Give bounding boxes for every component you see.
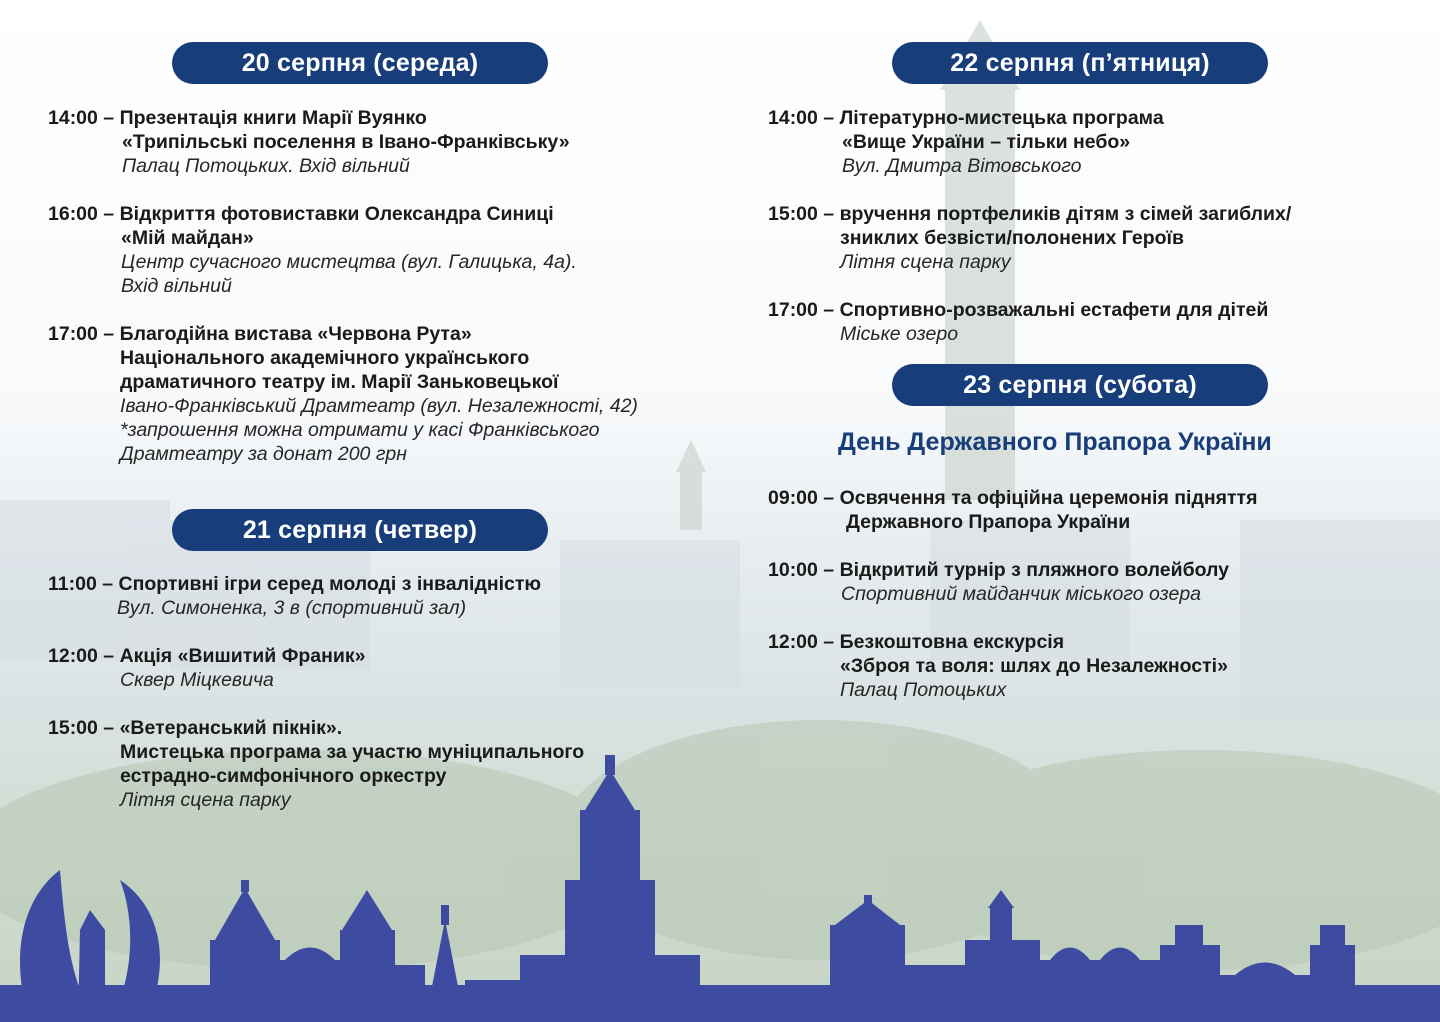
- event-title: Благодійна вистава «Червона Рута»: [119, 323, 472, 345]
- event-place: Палац Потоцьких. Вхід вільний: [122, 155, 410, 177]
- event-time: 14:00: [48, 107, 98, 129]
- event-time: 09:00: [768, 487, 818, 509]
- event-place: Літня сцена парку: [840, 251, 1011, 273]
- event-title: Презентація книги Марії Вуянко: [119, 107, 427, 129]
- event-day4-2: 10:00 – Відкритий турнір з пляжного волейболу Спортивний майданчик міського озера: [768, 559, 1230, 605]
- event-day4-3: 12:00 – Безкоштовна екскурсія «Зброя та воля: шлях до Незалежності» Палац Потоцьких: [768, 631, 1228, 701]
- event-place: Вул. Дмитра Вітовського: [842, 155, 1082, 177]
- event-day1-2: 16:00 – Відкриття фотовиставки Олександра Синиці «Мій майдан» Центр сучасного мистецтва (вул. Галицька, 4а). Вхід вільний: [48, 203, 577, 297]
- event-title: Відкритий турнір з пляжного волейболу: [839, 559, 1230, 581]
- event-place: Вхід вільний: [121, 275, 232, 297]
- event-title: Відкриття фотовиставки Олександра Синиці: [119, 203, 554, 225]
- event-place: Палац Потоцьких: [840, 679, 1007, 701]
- event-title: «Трипільські поселення в Івано-Франківську»: [122, 131, 570, 153]
- event-title: Національного академічного українського: [120, 347, 530, 369]
- event-title: «Зброя та воля: шлях до Незалежності»: [840, 655, 1228, 677]
- event-day2-2: 12:00 – Акція «Вишитий Франик» Сквер Міцкевича: [48, 645, 366, 691]
- event-time: 15:00: [48, 717, 98, 739]
- event-time: 10:00: [768, 559, 818, 581]
- event-time: 15:00: [768, 203, 818, 225]
- event-time: 17:00: [48, 323, 98, 345]
- event-place: Спортивний майданчик міського озера: [841, 583, 1202, 605]
- event-place: *запрошення можна отримати у касі Франківського: [120, 419, 600, 441]
- day-header-aug-20: 20 серпня (середа): [172, 42, 548, 84]
- event-place: Міське озеро: [840, 323, 959, 345]
- event-title: драматичного театру ім. Марії Заньковецької: [120, 371, 559, 393]
- event-title: вручення портфеликів дітям з сімей загиблих/: [839, 203, 1292, 225]
- event-place: Центр сучасного мистецтва (вул. Галицька, 4а).: [121, 251, 577, 273]
- event-day2-1: 11:00 – Спортивні ігри серед молоді з інвалідністю Вул. Симоненка, 3 в (спортивний зал): [48, 573, 542, 619]
- event-title: Мистецька програма за участю муніципального: [120, 741, 585, 763]
- event-title: Акція «Вишитий Франик»: [119, 645, 366, 667]
- event-time: 14:00: [768, 107, 818, 129]
- event-title: Спортивно-розважальні естафети для дітей: [839, 299, 1269, 321]
- event-title: «Ветеранський пікнік».: [119, 717, 343, 739]
- event-place: Вул. Симоненка, 3 в (спортивний зал): [117, 597, 467, 619]
- event-time: 16:00: [48, 203, 98, 225]
- event-time: 12:00: [48, 645, 98, 667]
- event-day3-2: 15:00 – вручення портфеликів дітям з сімей загиблих/ зниклих безвісти/полонених Героїв Літня сцена парку: [768, 203, 1292, 273]
- event-time: 17:00: [768, 299, 818, 321]
- event-place: Літня сцена парку: [120, 789, 291, 811]
- event-title: Освячення та офіційна церемонія підняття: [839, 487, 1258, 509]
- event-title: зниклих безвісти/полонених Героїв: [840, 227, 1184, 249]
- event-title: естрадно-симфонічного оркестру: [120, 765, 447, 787]
- event-day3-3: 17:00 – Спортивно-розважальні естафети для дітей Міське озеро: [768, 299, 1269, 345]
- event-title: Літературно-мистецька програма: [839, 107, 1164, 129]
- event-title: «Вище України – тільки небо»: [842, 131, 1131, 153]
- event-place: Сквер Міцкевича: [120, 669, 274, 691]
- flag-day-title: День Державного Прапора України: [838, 428, 1272, 456]
- event-place: Драмтеатру за донат 200 грн: [120, 443, 408, 465]
- day-header-aug-21: 21 серпня (четвер): [172, 509, 548, 551]
- event-day4-1: 09:00 – Освячення та офіційна церемонія підняття Державного Прапора України: [768, 487, 1258, 533]
- event-day3-1: 14:00 – Літературно-мистецька програма «Вище України – тільки небо» Вул. Дмитра Вітовського: [768, 107, 1164, 177]
- event-day2-3: 15:00 – «Ветеранський пікнік». Мистецька програма за участю муніципального естрадно-симфонічного оркестру Літня сцена парку: [48, 717, 585, 811]
- day-header-aug-22: 22 серпня (п’ятниця): [892, 42, 1268, 84]
- event-title: Спортивні ігри серед молоді з інвалідністю: [118, 573, 542, 595]
- event-time: 11:00: [48, 573, 97, 595]
- event-day1-1: 14:00 – Презентація книги Марії Вуянко «Трипільські поселення в Івано-Франківську» Палац Потоцьких. Вхід вільний: [48, 107, 570, 177]
- day-header-aug-23: 23 серпня (субота): [892, 364, 1268, 406]
- event-place: Івано-Франківський Драмтеатр (вул. Незалежності, 42): [120, 395, 638, 417]
- event-title: «Мій майдан»: [121, 227, 254, 249]
- event-time: 12:00: [768, 631, 818, 653]
- event-title: Безкоштовна екскурсія: [839, 631, 1065, 653]
- event-title: Державного Прапора України: [846, 511, 1131, 533]
- event-day1-3: 17:00 – Благодійна вистава «Червона Рута» Національного академічного українського драматичного театру ім. Марії Заньковецької Івано-Франківський Драмтеатр (вул. Незалежності, 42) *запрошення можна отримати у касі Франківського Драмтеатру за донат 200 грн: [48, 323, 638, 465]
